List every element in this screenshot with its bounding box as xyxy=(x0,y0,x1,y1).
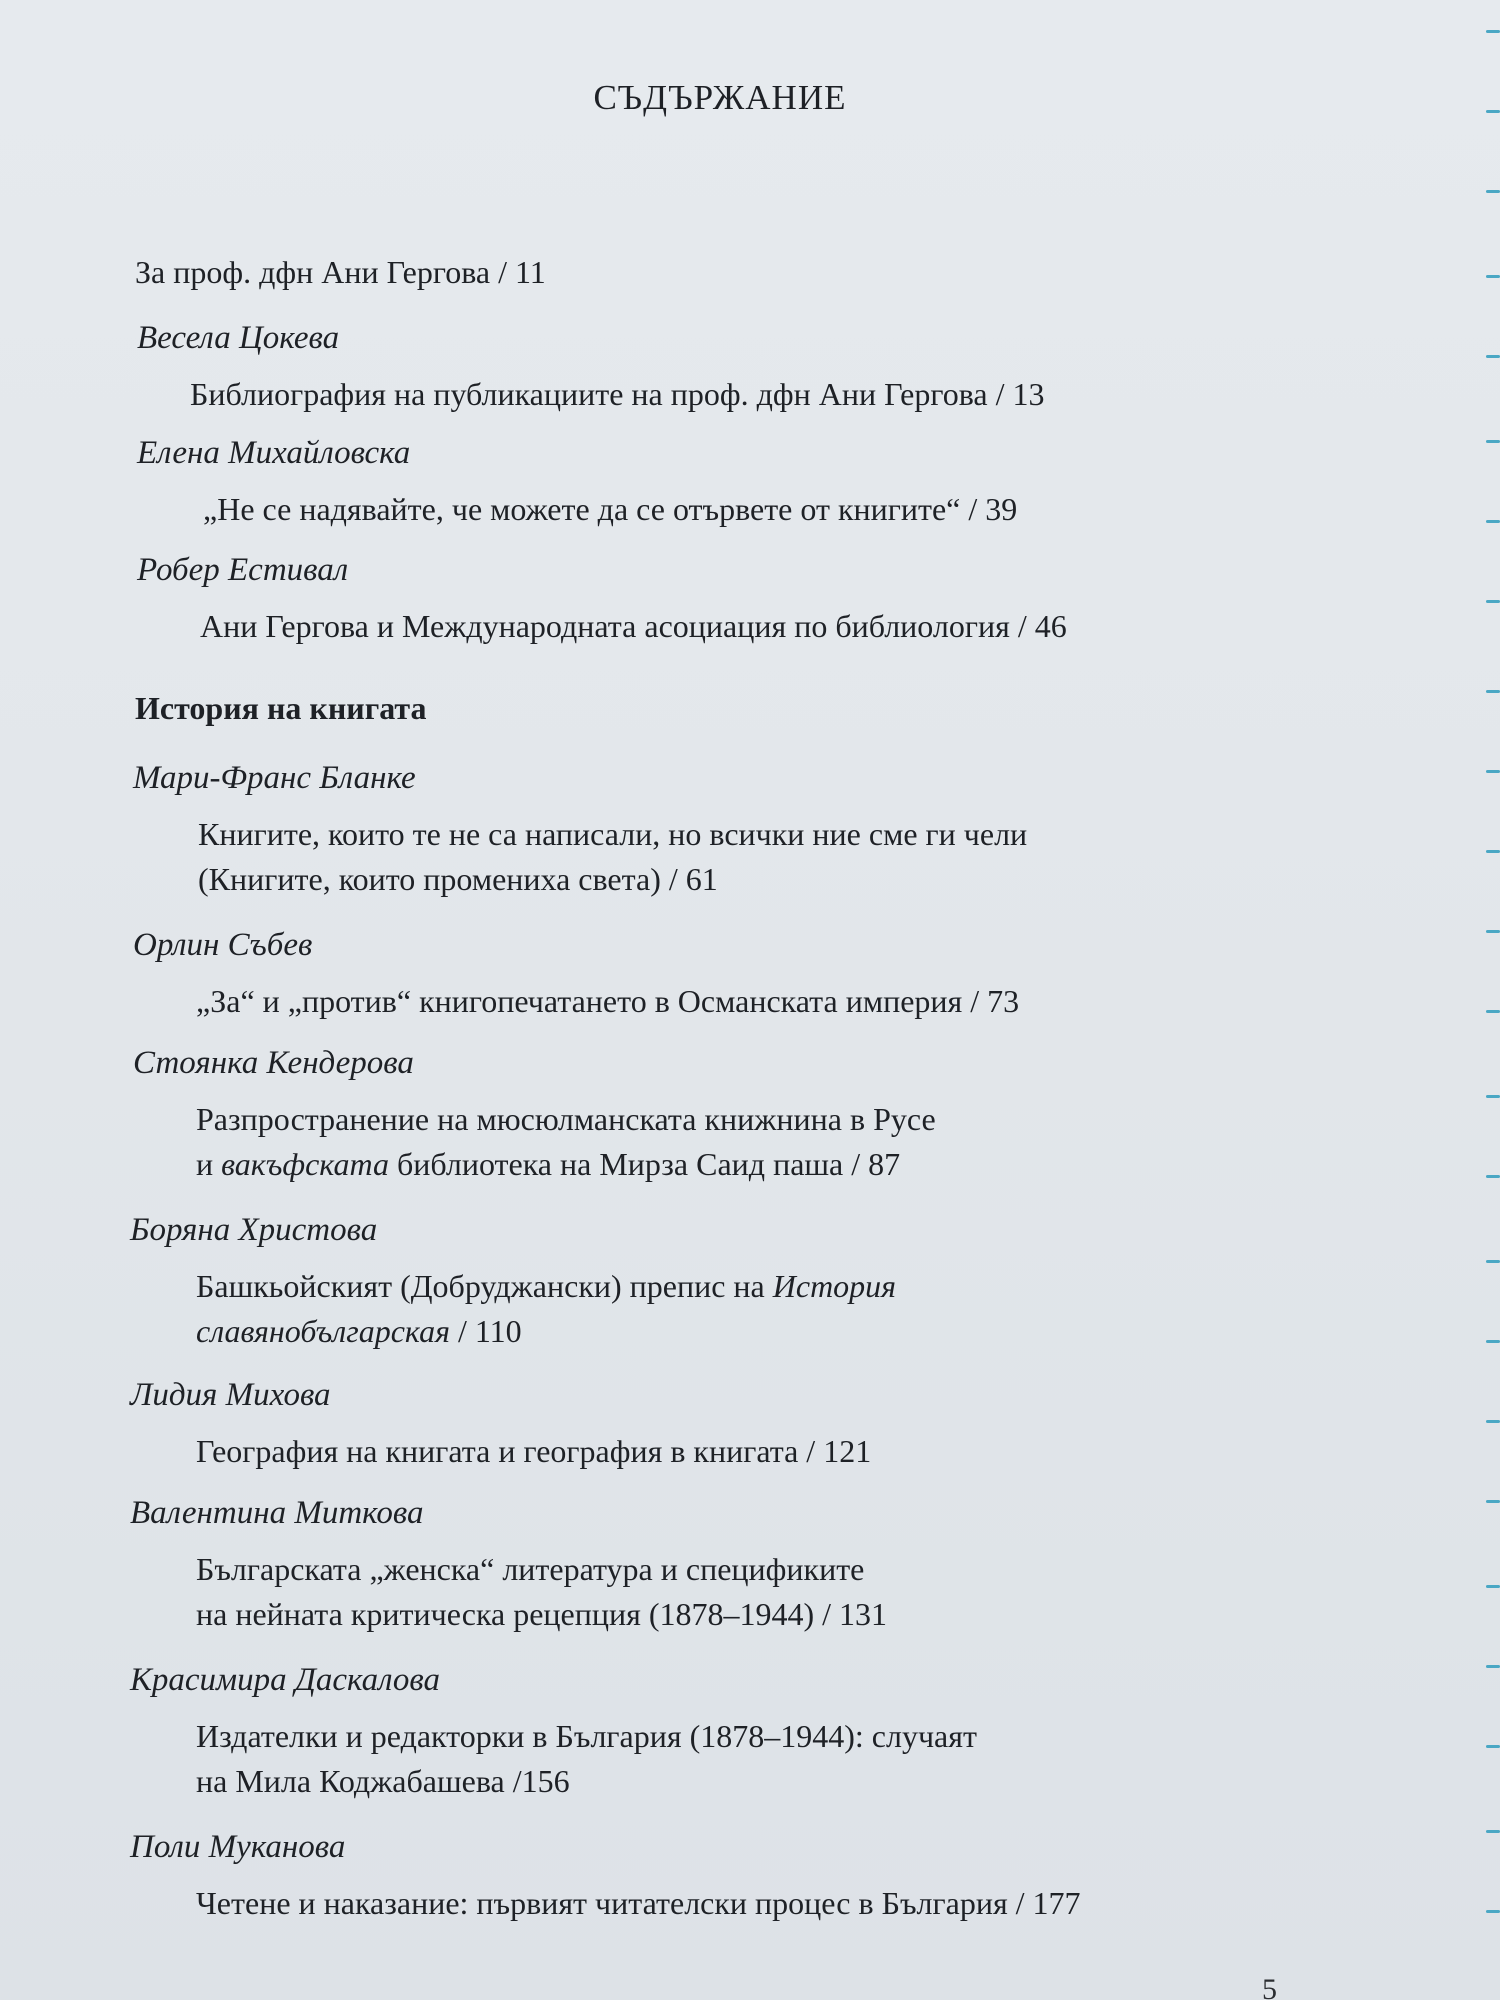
italic-term: вакъфската xyxy=(221,1146,389,1182)
toc-work-title: Българската „женска“ литература и спецификите xyxy=(196,1551,865,1587)
toc-work-title: Издателки и редакторки в България (1878–1944): случаят xyxy=(196,1718,977,1754)
toc-work-title: Четене и наказание: първият читателски процес в България / 177 xyxy=(196,1885,1081,1921)
toc-work-title: Книгите, които те не са написали, но всички ние сме ги чели xyxy=(198,816,1028,852)
toc-work-title: Ани Гергова и Международната асоциация по библиология / 46 xyxy=(200,608,1067,644)
toc-work-title: на нейната критическа рецепция (1878–1944) / 131 xyxy=(196,1596,888,1632)
toc-author: Лидия Михова xyxy=(130,1377,331,1413)
toc-work-title: на Мила Коджабашева /156 xyxy=(196,1763,570,1799)
toc-work-title: Башкьойският (Добруджански) препис на История xyxy=(196,1268,897,1304)
toc-author: Красимира Даскалова xyxy=(130,1662,441,1698)
page-edge-marks xyxy=(1480,0,1500,2000)
toc-work-title: славянобългарская / 110 xyxy=(196,1313,522,1349)
toc-author: Поли Муканова xyxy=(130,1829,346,1865)
page-title: СЪДЪРЖАНИЕ xyxy=(593,78,847,117)
toc-work-title: и вакъфската библиотека на Мирза Саид паша / 87 xyxy=(196,1146,901,1182)
toc-author: Валентина Миткова xyxy=(130,1495,424,1531)
toc-author: Мари-Франс Бланке xyxy=(133,760,416,796)
toc-author: Елена Михайловска xyxy=(137,435,411,471)
page-number: 5 xyxy=(1262,1973,1277,2000)
toc-author: Робер Естивал xyxy=(137,552,349,588)
toc-work-title: (Книгите, които промениха света) / 61 xyxy=(198,861,718,897)
toc-author: Стоянка Кендерова xyxy=(133,1045,414,1081)
toc-work-title: Библиография на публикациите на проф. дфн Ани Гергова / 13 xyxy=(190,376,1045,412)
toc-work-title: География на книгата и география в книгата / 121 xyxy=(196,1433,872,1469)
italic-term: История xyxy=(772,1268,897,1304)
toc-author: Боряна Христова xyxy=(130,1212,378,1248)
toc-author: Орлин Събев xyxy=(133,927,313,963)
toc-work-title: „За“ и „против“ книгопечатането в Османската империя / 73 xyxy=(196,983,1020,1019)
toc-work-title: „Не се надявайте, че можете да се отървете от книгите“ / 39 xyxy=(203,491,1018,527)
toc-intro-entry: За проф. дфн Ани Гергова / 11 xyxy=(135,254,546,290)
italic-term: славянобългарская xyxy=(196,1313,450,1349)
toc-author: Весела Цокева xyxy=(137,320,340,356)
toc-work-title: Разпространение на мюсюлманската книжнина в Русе xyxy=(196,1101,936,1137)
section-heading: История на книгата xyxy=(135,690,427,726)
